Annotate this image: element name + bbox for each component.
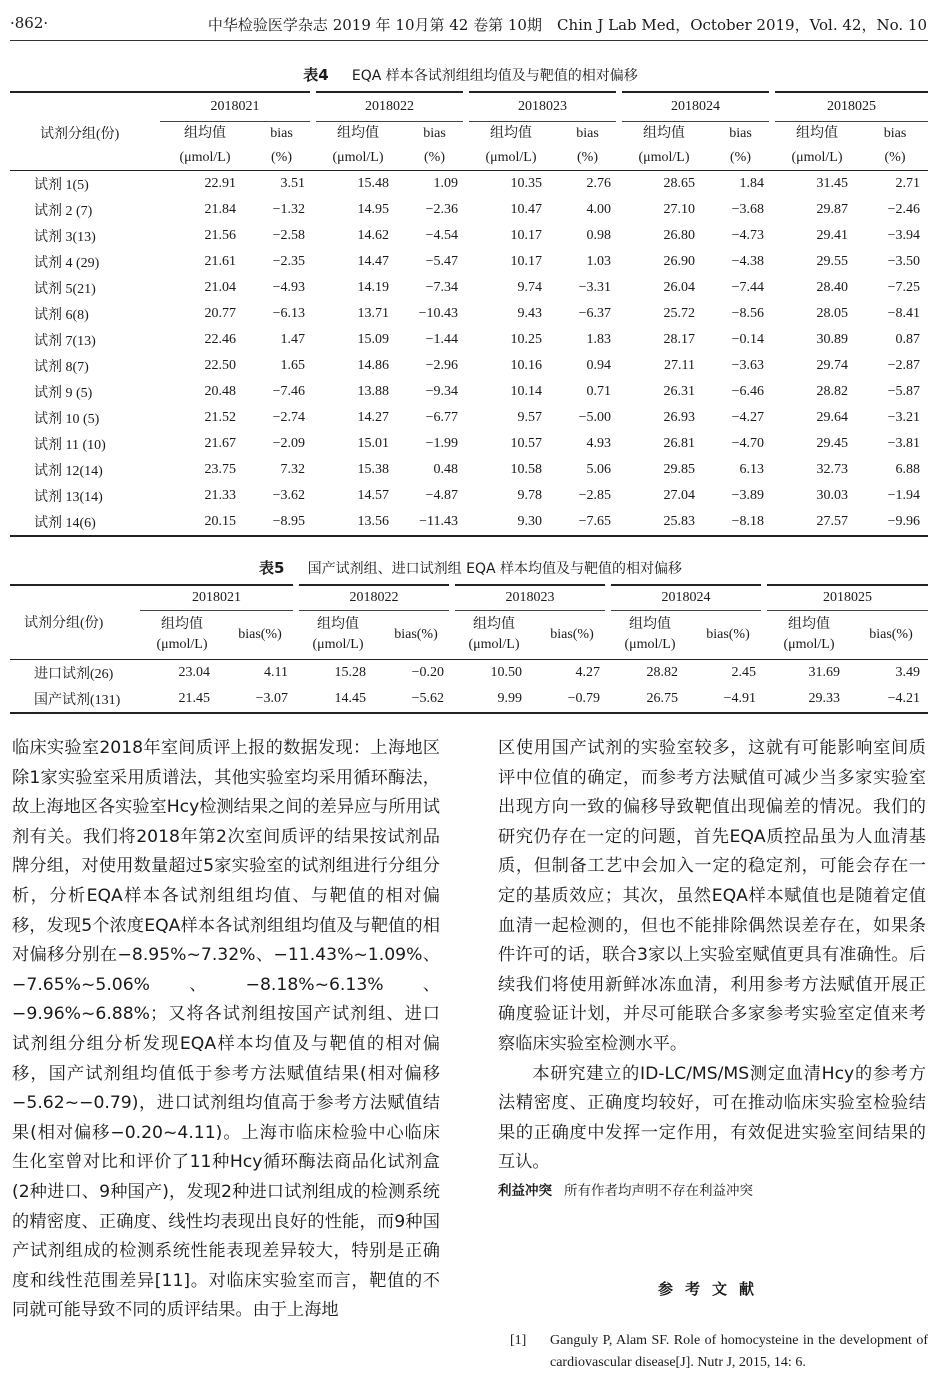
group-mean-value: 10.17 [510, 254, 542, 269]
body-paragraph: 临床实验室2018年室间质评上报的数据发现：上海地区除1家实验室采用质谱法，其他实验室均采用循环酶法，故上海地区各实验室Hcy检测结果之间的差异应与所用试剂有关。我们将2018年第2次室间质评的结果按试剂品牌分组，对使用数量超过5家实验室的试剂组进行分组分析，分析EQA样本各试剂组组均值、与靶值的相对偏移，发现5个浓度EQA样本各试剂组组均值及与靶值的相对偏移分别在−8.95%~7.32%、−11.43%~1.09%、−7.65%~5.06%、−8.18%~6.13%、−9.96%~6.88%；又将各试剂组按国产试剂组、进口试剂组分组分析发现EQA样本均值及与靶值的相对偏移，国产试剂组均值低于参考方法赋值结果(相对偏移−5.62~−0.79)，进口试剂组均值高于参考方法赋值结果(相对偏移−0.20~4.11)。上海市临床检验中心临床生化室曾对比和评价了11种Hcy循环酶法商品化试剂盒(2种进口、9种国产)，发现2种进口试剂组成的检测系统的精密度、正确度、线性均表现出良好的性能，而9种国产试剂组成的检测系统性能表现差异较大，特别是正确度和线性范围差异[11]。对临床实验室而言，靶值的不同就可能导致不同的质评结果。由于上海地 [12, 738, 440, 1321]
group-mean-value: 15.28 [334, 665, 366, 680]
group-mean-value: 10.17 [510, 228, 542, 243]
table4-row [10, 301, 928, 327]
bias-value: −4.87 [425, 488, 458, 503]
group-mean-value: 28.17 [663, 332, 695, 347]
group-mean-value: 21.33 [204, 488, 236, 503]
group-mean-value: 30.89 [816, 332, 848, 347]
bias-value: −4.91 [723, 691, 756, 706]
mean-unit: (μmol/L) [638, 150, 690, 165]
group-mean-value: 15.48 [357, 176, 389, 191]
table4-row [10, 197, 928, 223]
bias-header: bias(%) [238, 627, 282, 642]
bias-value: 4.11 [264, 665, 288, 680]
bias-value: −4.54 [425, 228, 458, 243]
group-mean-value: 21.52 [204, 410, 236, 425]
bias-value: −8.95 [272, 514, 305, 529]
bias-value: 4.00 [586, 202, 611, 217]
reagent-group-name: 进口试剂(26) [34, 667, 114, 682]
conflict-of-interest [498, 1180, 926, 1202]
table5-group-header: 试剂分组(份) [24, 616, 104, 631]
bias-value: −4.38 [731, 254, 764, 269]
bias-value: −0.14 [731, 332, 764, 347]
bias-value: −3.62 [272, 488, 305, 503]
table4-sample-header: 2018024 [619, 92, 772, 122]
group-mean-value: 10.35 [510, 176, 542, 191]
group-mean-value: 15.01 [357, 436, 389, 451]
group-mean-value: 23.75 [204, 462, 236, 477]
group-mean-value: 31.69 [808, 665, 840, 680]
bias-value: −2.09 [272, 436, 305, 451]
group-mean-value: 29.74 [816, 358, 848, 373]
bias-value: −10.43 [418, 306, 458, 321]
group-mean-value: 22.46 [204, 332, 236, 347]
reagent-group-name: 试剂 3(13) [34, 230, 96, 245]
bias-value: −5.00 [578, 410, 611, 425]
bias-unit: (%) [424, 150, 445, 165]
group-mean-value: 30.03 [816, 488, 848, 503]
group-mean-value: 21.56 [204, 228, 236, 243]
group-mean-value: 9.99 [497, 691, 522, 706]
bias-value: −4.93 [272, 280, 305, 295]
group-mean-value: 10.14 [510, 384, 542, 399]
group-mean-value: 27.11 [664, 358, 695, 373]
group-mean-value: 21.84 [204, 202, 236, 217]
table5-label: 表5 [258, 559, 285, 577]
table4-caption [0, 64, 941, 85]
bias-value: −7.46 [272, 384, 305, 399]
bias-value: −3.89 [731, 488, 764, 503]
bias-header: bias [270, 126, 293, 141]
table4-label: 表4 [303, 66, 329, 84]
bias-header: bias [423, 126, 446, 141]
mean-header [296, 611, 380, 660]
mean-label: 组均值 [629, 617, 671, 632]
bias-unit: (%) [884, 150, 906, 165]
bias-value: 6.88 [895, 462, 920, 477]
reagent-group-name: 试剂 10 (5) [34, 412, 100, 427]
table4 [10, 91, 928, 537]
table5-caption [0, 557, 941, 578]
reagent-group-name: 试剂 14(6) [34, 516, 96, 531]
bias-value: −5.47 [425, 254, 458, 269]
bias-value: −4.27 [731, 410, 764, 425]
mean-unit: (μmol/L) [783, 637, 835, 652]
bias-value: 5.06 [586, 462, 611, 477]
mean-header: 组均值 [184, 126, 226, 141]
table4-row [10, 223, 928, 249]
table4-title: EQA 样本各试剂组组均值及与靶值的相对偏移 [351, 68, 638, 84]
mean-header: 组均值 [490, 126, 532, 141]
bias-value: −3.31 [578, 280, 611, 295]
body-right-column [498, 734, 926, 1202]
group-mean-value: 26.80 [663, 228, 695, 243]
group-mean-value: 15.38 [357, 462, 389, 477]
group-mean-value: 28.05 [816, 306, 848, 321]
running-header [10, 14, 927, 42]
bias-value: −6.46 [731, 384, 764, 399]
bias-value: 2.71 [895, 176, 920, 191]
group-mean-value: 9.43 [517, 306, 542, 321]
group-mean-value: 26.93 [663, 410, 695, 425]
conflict-label: 利益冲突 [498, 1182, 552, 1199]
bias-value: −2.46 [887, 202, 920, 217]
bias-header: bias(%) [550, 627, 594, 642]
bias-value: −5.87 [887, 384, 920, 399]
table5-sample-header: 2018022 [296, 585, 452, 611]
group-mean-value: 10.50 [490, 665, 522, 680]
reference-text: Ganguly P, Alam SF. Role of homocysteine in the development of cardiovascular disease[J]. Nutr J, 2015, 14: 6. [550, 1333, 928, 1370]
group-mean-value: 9.74 [517, 280, 542, 295]
bias-value: 3.51 [280, 176, 305, 191]
reagent-group-name: 试剂 13(14) [34, 490, 103, 505]
bias-value: −2.85 [578, 488, 611, 503]
mean-header: 组均值 [643, 126, 685, 141]
bias-value: −2.74 [272, 410, 305, 425]
reagent-group-name: 试剂 4 (29) [34, 256, 100, 271]
bias-value: −1.44 [425, 332, 458, 347]
bias-value: −6.13 [272, 306, 305, 321]
table4-sample-header: 2018022 [313, 92, 466, 122]
bias-value: −3.21 [887, 410, 920, 425]
table4-row [10, 431, 928, 457]
group-mean-value: 10.57 [510, 436, 542, 451]
group-mean-value: 32.73 [816, 462, 848, 477]
reagent-group-name: 试剂 1(5) [34, 178, 89, 193]
group-mean-value: 26.04 [663, 280, 695, 295]
bias-unit: (%) [271, 150, 292, 165]
reagent-group-name: 试剂 5(21) [34, 282, 96, 297]
table5-row [10, 686, 928, 713]
mean-label: 组均值 [473, 617, 515, 632]
reagent-group-name: 试剂 2 (7) [34, 204, 93, 219]
mean-unit: (μmol/L) [179, 150, 231, 165]
table5-sample-header: 2018024 [608, 585, 764, 611]
table5-row [10, 660, 928, 687]
group-mean-value: 27.04 [663, 488, 695, 503]
bias-value: 0.48 [433, 462, 458, 477]
mean-unit: (μmol/L) [332, 150, 384, 165]
group-mean-value: 31.45 [816, 176, 848, 191]
bias-value: −8.18 [731, 514, 764, 529]
group-mean-value: 14.47 [357, 254, 389, 269]
bias-value: −3.07 [255, 691, 288, 706]
bias-value: −7.65 [578, 514, 611, 529]
table4-row [10, 327, 928, 353]
body-paragraph: 本研究建立的ID-LC/MS/MS测定血清Hcy的参考方法精密度、正确度均较好，可在推动临床实验室检验结果的正确度中发挥一定作用，有效促进实验室间结果的互认。 [498, 1063, 926, 1173]
bias-value: 6.13 [739, 462, 764, 477]
mean-header [764, 611, 854, 660]
reagent-group-name: 试剂 7(13) [34, 334, 96, 349]
table4-row [10, 353, 928, 379]
bias-value: −11.43 [419, 514, 458, 529]
body-left-column [12, 734, 440, 1326]
reagent-group-name: 国产试剂(131) [34, 693, 121, 708]
group-mean-value: 21.45 [178, 691, 210, 706]
bias-value: 2.45 [731, 665, 756, 680]
header-rule [10, 40, 928, 41]
bias-value: −3.81 [887, 436, 920, 451]
group-mean-value: 14.45 [334, 691, 366, 706]
bias-header: bias(%) [869, 627, 913, 642]
group-mean-value: 29.87 [816, 202, 848, 217]
group-mean-value: 9.57 [517, 410, 542, 425]
bias-header: bias [883, 126, 907, 141]
group-mean-value: 28.65 [663, 176, 695, 191]
group-mean-value: 26.75 [646, 691, 678, 706]
mean-header [608, 611, 692, 660]
group-mean-value: 27.57 [816, 514, 848, 529]
group-mean-value: 13.56 [357, 514, 389, 529]
table4-row [10, 509, 928, 536]
bias-value: −3.50 [887, 254, 920, 269]
bias-value: 4.93 [586, 436, 611, 451]
bias-value: −7.34 [425, 280, 458, 295]
group-mean-value: 10.47 [510, 202, 542, 217]
bias-value: −4.21 [887, 691, 920, 706]
bias-value: 0.94 [586, 358, 611, 373]
group-mean-value: 14.19 [357, 280, 389, 295]
bias-header: bias(%) [706, 627, 750, 642]
group-mean-value: 20.77 [204, 306, 236, 321]
table4-row [10, 275, 928, 301]
bias-value: −1.32 [272, 202, 305, 217]
table4-row [10, 457, 928, 483]
bias-value: −3.94 [887, 228, 920, 243]
group-mean-value: 13.88 [357, 384, 389, 399]
group-mean-value: 21.67 [204, 436, 236, 451]
reagent-group-name: 试剂 9 (5) [34, 386, 93, 401]
bias-value: −0.79 [567, 691, 600, 706]
bias-value: 2.76 [586, 176, 611, 191]
group-mean-value: 26.90 [663, 254, 695, 269]
reagent-group-name: 试剂 12(14) [34, 464, 103, 479]
mean-label: 组均值 [161, 617, 203, 632]
mean-unit: (μmol/L) [624, 637, 676, 652]
group-mean-value: 26.31 [663, 384, 695, 399]
group-mean-value: 20.48 [204, 384, 236, 399]
bias-value: −7.25 [887, 280, 920, 295]
table5-title: 国产试剂组、进口试剂组 EQA 样本均值及与靶值的相对偏移 [307, 561, 682, 577]
group-mean-value: 27.10 [663, 202, 695, 217]
reagent-group-name: 试剂 11 (10) [34, 438, 106, 453]
bias-value: −1.94 [887, 488, 920, 503]
bias-value: 1.84 [739, 176, 764, 191]
mean-unit: (μmol/L) [156, 637, 208, 652]
bias-value: −3.63 [731, 358, 764, 373]
bias-value: 0.87 [895, 332, 920, 347]
bias-value: −2.58 [272, 228, 305, 243]
mean-label: 组均值 [788, 617, 830, 632]
group-mean-value: 29.64 [816, 410, 848, 425]
group-mean-value: 25.72 [663, 306, 695, 321]
bias-value: 1.47 [280, 332, 305, 347]
group-mean-value: 26.81 [663, 436, 695, 451]
bias-value: 7.32 [280, 462, 305, 477]
bias-value: −9.96 [887, 514, 920, 529]
table4-sample-header: 2018025 [772, 92, 928, 122]
bias-unit: (%) [577, 150, 598, 165]
bias-value: −8.56 [731, 306, 764, 321]
bias-value: 3.49 [895, 665, 920, 680]
group-mean-value: 14.62 [357, 228, 389, 243]
bias-value: −2.36 [425, 202, 458, 217]
group-mean-value: 14.27 [357, 410, 389, 425]
bias-value: 1.65 [280, 358, 305, 373]
mean-unit: (μmol/L) [468, 637, 520, 652]
bias-value: −8.41 [887, 306, 920, 321]
bias-value: −9.34 [425, 384, 458, 399]
table4-row [10, 405, 928, 431]
bias-value: 4.27 [575, 665, 600, 680]
bias-value: 0.71 [586, 384, 611, 399]
bias-value: −1.99 [425, 436, 458, 451]
group-mean-value: 22.91 [204, 176, 236, 191]
table4-row [10, 379, 928, 405]
bias-value: 1.09 [433, 176, 458, 191]
mean-label: 组均值 [317, 617, 359, 632]
group-mean-value: 21.04 [204, 280, 236, 295]
group-mean-value: 28.82 [646, 665, 678, 680]
bias-header: bias [576, 126, 599, 141]
bias-value: 1.83 [586, 332, 611, 347]
group-mean-value: 10.16 [510, 358, 542, 373]
bias-header: bias(%) [394, 627, 438, 642]
bias-value: −0.20 [411, 665, 444, 680]
table4-row [10, 249, 928, 275]
reference-item [510, 1330, 928, 1374]
group-mean-value: 21.61 [204, 254, 236, 269]
table4-sample-header: 2018023 [466, 92, 619, 122]
mean-header [452, 611, 536, 660]
group-mean-value: 13.71 [357, 306, 389, 321]
bias-unit: (%) [730, 150, 751, 165]
reference-number: [1] [510, 1333, 527, 1348]
group-mean-value: 14.57 [357, 488, 389, 503]
bias-value: 1.03 [586, 254, 611, 269]
group-mean-value: 9.30 [517, 514, 542, 529]
bias-value: −6.37 [578, 306, 611, 321]
conflict-text: 所有作者均声明不存在利益冲突 [564, 1182, 753, 1199]
journal-citation: 中华检验医学杂志 2019 年 10月第 42 卷第 10期 Chin J Lab Med，October 2019，Vol. 42，No. 10 [207, 16, 927, 34]
group-mean-value: 10.58 [510, 462, 542, 477]
group-mean-value: 15.09 [357, 332, 389, 347]
group-mean-value: 29.41 [816, 228, 848, 243]
bias-value: −3.68 [731, 202, 764, 217]
bias-header: bias [729, 126, 752, 141]
group-mean-value: 9.78 [517, 488, 542, 503]
references-heading: 参考文献 [657, 1280, 766, 1298]
group-mean-value: 28.40 [816, 280, 848, 295]
group-mean-value: 29.85 [663, 462, 695, 477]
bias-value: −2.87 [887, 358, 920, 373]
table4-row [10, 171, 928, 198]
page-number: ·862· [10, 14, 49, 32]
table4-group-header: 试剂分组(份) [40, 127, 120, 142]
group-mean-value: 14.95 [357, 202, 389, 217]
group-mean-value: 14.86 [357, 358, 389, 373]
bias-value: 0.98 [586, 228, 611, 243]
group-mean-value: 22.50 [204, 358, 236, 373]
group-mean-value: 10.25 [510, 332, 542, 347]
table4-row [10, 483, 928, 509]
group-mean-value: 29.45 [816, 436, 848, 451]
bias-value: −5.62 [411, 691, 444, 706]
reagent-group-name: 试剂 8(7) [34, 360, 89, 375]
mean-header: 组均值 [337, 126, 379, 141]
bias-value: −2.35 [272, 254, 305, 269]
table5-sample-header: 2018023 [452, 585, 608, 611]
reagent-group-name: 试剂 6(8) [34, 308, 89, 323]
mean-unit: (μmol/L) [791, 150, 843, 165]
mean-header: 组均值 [796, 126, 838, 141]
bias-value: −4.73 [731, 228, 764, 243]
body-paragraph: 区使用国产试剂的实验室较多，这就有可能影响室间质评中位值的确定，而参考方法赋值可减少当多家实验室出现方向一致的偏移导致靶值出现偏差的情况。我们的研究仍存在一定的问题，首先EQA质控品虽为人血清基质，但制备工艺中会加入一定的稳定剂，可能会存在一定的基质效应；其次，虽然EQA样本赋值也是随着定值血清一起检测的，但也不能排除偶然误差存在，如果条件许可的话，联合3家以上实验室赋值更具有准确性。后续我们将使用新鲜冰冻血清，利用参考方法赋值开展正确度验证计划，并尽可能联合多家参考实验室定值来考察临床实验室检测水平。 [498, 738, 926, 1054]
bias-value: −7.44 [731, 280, 764, 295]
mean-unit: (μmol/L) [485, 150, 537, 165]
bias-value: −2.96 [425, 358, 458, 373]
bias-value: −6.77 [425, 410, 458, 425]
group-mean-value: 25.83 [663, 514, 695, 529]
group-mean-value: 29.55 [816, 254, 848, 269]
table5-sample-header: 2018021 [140, 585, 296, 611]
table5-sample-header: 2018025 [764, 585, 928, 611]
table4-sample-header: 2018021 [160, 92, 313, 122]
table5 [10, 584, 928, 714]
group-mean-value: 28.82 [816, 384, 848, 399]
group-mean-value: 20.15 [204, 514, 236, 529]
bias-value: −4.70 [731, 436, 764, 451]
mean-unit: (μmol/L) [312, 637, 364, 652]
group-mean-value: 29.33 [808, 691, 840, 706]
mean-header [140, 611, 224, 660]
group-mean-value: 23.04 [178, 665, 210, 680]
